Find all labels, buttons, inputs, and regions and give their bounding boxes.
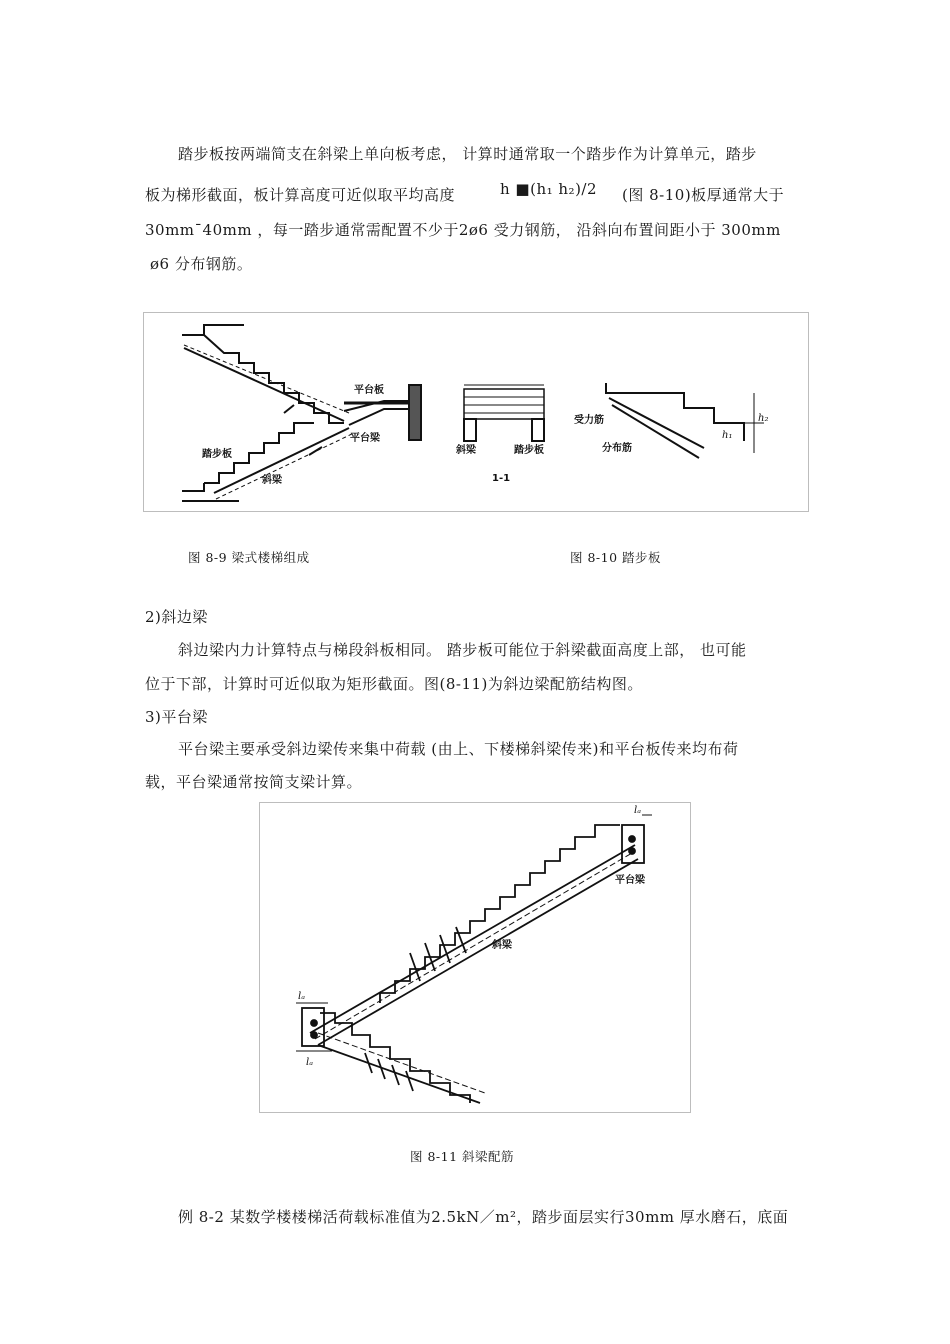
- figure-8-11: [259, 802, 691, 1113]
- formula: h ■(h₁ h₂)/2: [500, 180, 598, 198]
- paragraph-line: 30mm¯40mm ，每一踏步通常需配置不少于2ø6 受力钢筋， 沿斜向布置间距小于 300mm: [145, 221, 781, 239]
- paragraph-line: 例 8-2 某数学楼楼梯活荷载标准值为2.5kN／m²，踏步面层实行30mm 厚水磨石，底面: [178, 1208, 789, 1226]
- paragraph-line: 载，平台梁通常按简支梁计算。: [145, 773, 363, 791]
- label-beam: 斜梁: [492, 940, 512, 951]
- paragraph-line: 斜边梁内力计算特点与梯段斜板相同。 踏步板可能位于斜梁截面高度上部， 也可能: [178, 641, 747, 659]
- label-platform-beam: 平台梁: [350, 433, 380, 444]
- label-section-id: 1-1: [492, 473, 511, 484]
- label-la: lₐ: [634, 805, 641, 816]
- label-la: lₐ: [306, 1057, 313, 1068]
- figure-caption: 图 8-11 斜梁配筋: [410, 1149, 515, 1164]
- label-beam: 斜梁: [262, 475, 282, 486]
- figure-caption: 图 8-10 踏步板: [570, 550, 662, 565]
- label-platform-beam: 平台梁: [615, 875, 645, 886]
- section-heading: 2)斜边梁: [145, 608, 208, 626]
- label-platform-slab: 平台板: [354, 385, 384, 396]
- paragraph-line: 踏步板按两端简支在斜梁上单向板考虑， 计算时通常取一个踏步作为计算单元，踏步: [178, 145, 757, 163]
- label-tread: 踏步板: [202, 449, 232, 460]
- section-heading: 3)平台梁: [145, 708, 208, 726]
- figure-caption: 图 8-9 梁式楼梯组成: [188, 550, 310, 565]
- label-dist-bar: 分布筋: [602, 443, 632, 454]
- label-h2: h₂: [758, 413, 769, 424]
- paragraph-line: 板为梯形截面，板计算高度可近似取平均高度: [145, 186, 456, 204]
- label-main-bar: 受力筋: [574, 415, 604, 426]
- paragraph-line: ø6 分布钢筋。: [150, 255, 253, 273]
- paragraph-line: 平台梁主要承受斜边梁传来集中荷载 (由上、下楼梯斜梁传来)和平台板传来均布荷: [178, 740, 739, 758]
- label-h1: h₁: [722, 430, 733, 441]
- paragraph-line: 位于下部，计算时可近似取为矩形截面。图(8-11)为斜边梁配筋结构图。: [145, 675, 643, 693]
- label-section-beam: 斜梁: [456, 445, 476, 456]
- figure-8-9-8-10: [143, 312, 809, 512]
- label-la: lₐ: [298, 991, 305, 1002]
- label-section-tread: 踏步板: [514, 445, 544, 456]
- paragraph-line: (图 8-10)板厚通常大于: [622, 186, 785, 204]
